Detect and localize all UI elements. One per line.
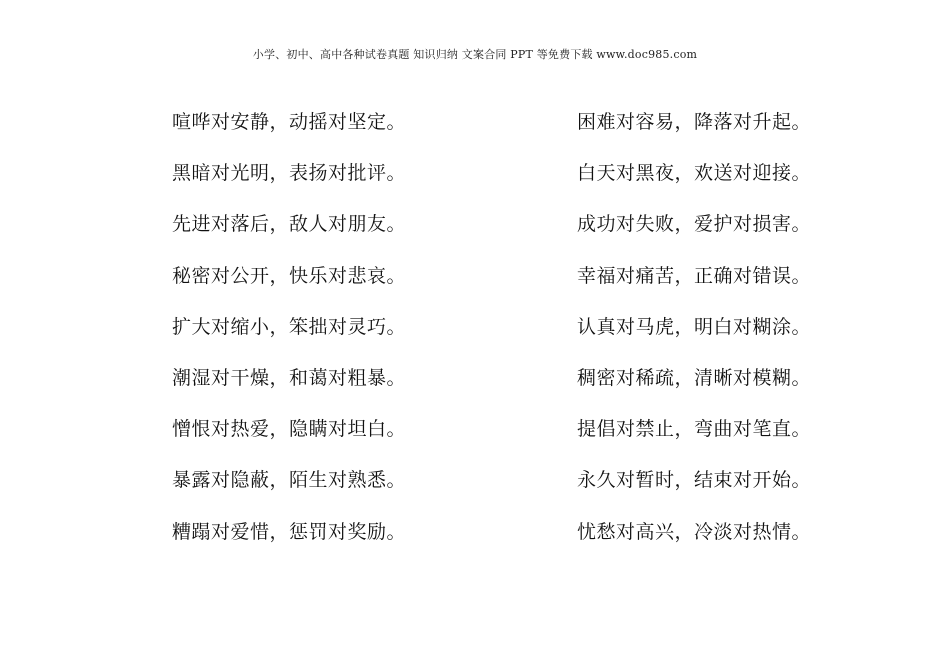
pair-right: 白天对黑夜，欢送对迎接。 (577, 162, 812, 185)
pair-right: 稠密对稀疏，清晰对模糊。 (577, 366, 812, 389)
pair-left: 扩大对缩小，笨拙对灵巧。 (172, 315, 407, 338)
pair-right: 认真对马虎，明白对糊涂。 (577, 315, 812, 338)
pair-row (0, 105, 950, 156)
pair-right: 永久对暂时，结束对开始。 (577, 469, 812, 492)
pair-right: 幸福对痛苦，正确对错误。 (577, 264, 812, 287)
pair-right: 提倡对禁止，弯曲对笔直。 (577, 418, 812, 441)
pair-row (0, 515, 950, 566)
pair-left: 先进对落后，敌人对朋友。 (172, 213, 407, 236)
pair-left: 糟蹋对爱惜，惩罚对奖励。 (172, 520, 407, 543)
pair-row (0, 412, 950, 463)
pair-right: 困难对容易，降落对升起。 (577, 111, 812, 133)
pair-left: 秘密对公开，快乐对悲哀。 (172, 264, 407, 287)
pair-right: 成功对失败，爱护对损害。 (577, 213, 812, 236)
pair-row (0, 361, 950, 412)
pair-left: 憎恨对热爱，隐瞒对坦白。 (172, 418, 407, 441)
pair-left: 潮湿对干燥，和蔼对粗暴。 (172, 366, 407, 389)
page-header: 小学、初中、高中各种试卷真题 知识归纳 文案合同 PPT 等免费下载 www.doc985.com (252, 48, 698, 61)
pair-row (0, 207, 950, 258)
pair-row (0, 463, 950, 514)
pair-row (0, 156, 950, 207)
pair-left: 喧哗对安静，动摇对坚定。 (172, 111, 407, 133)
pair-row (0, 310, 950, 361)
antonym-pairs-list (0, 105, 950, 566)
pair-right: 忧愁对高兴，冷淡对热情。 (577, 520, 812, 543)
pair-left: 暴露对隐蔽，陌生对熟悉。 (172, 469, 407, 492)
pair-row (0, 259, 950, 310)
pair-left: 黑暗对光明，表扬对批评。 (172, 162, 407, 185)
